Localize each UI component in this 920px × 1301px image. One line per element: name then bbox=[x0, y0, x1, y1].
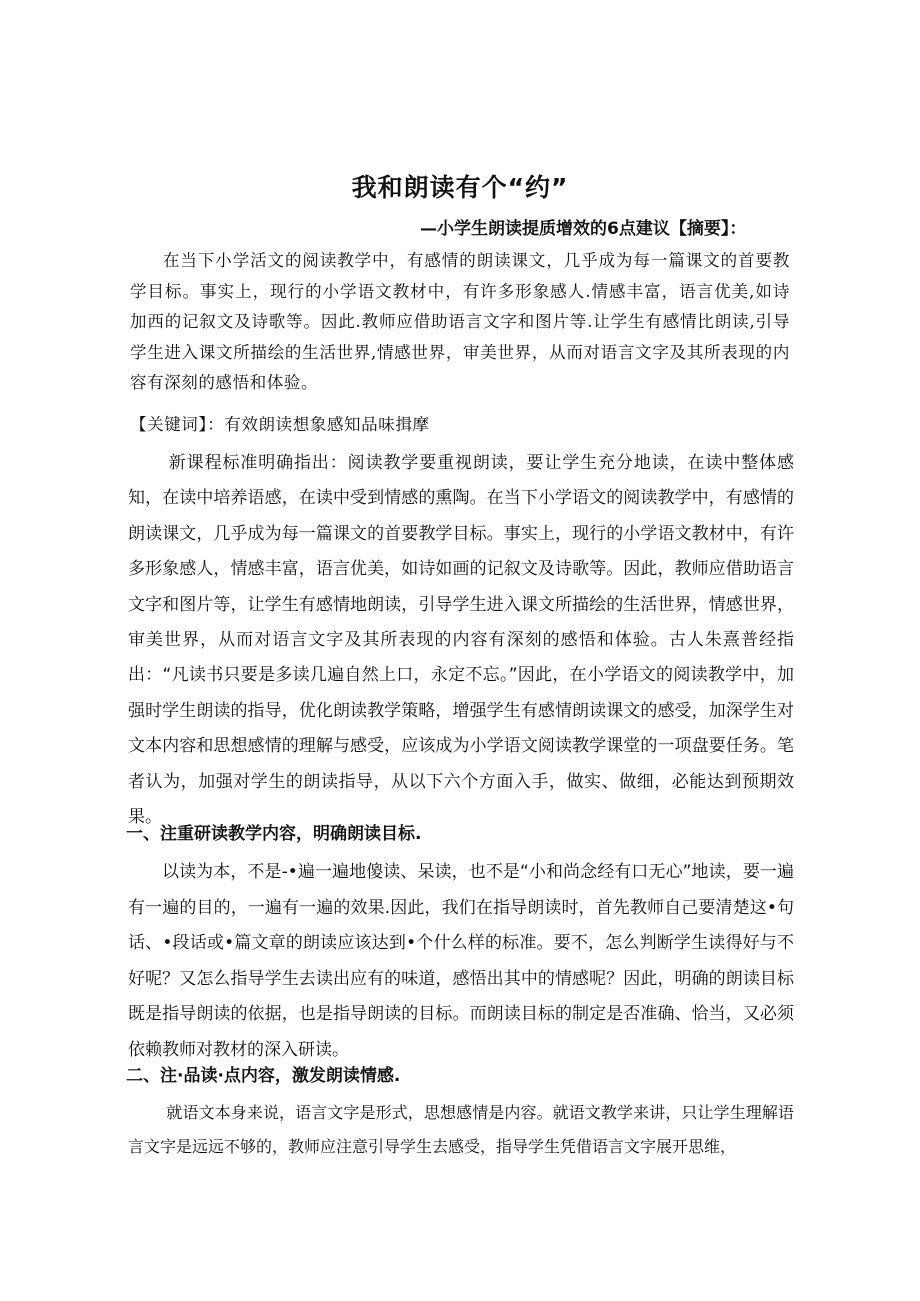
body-paragraph-section-1: 以读为本，不是-•遍一遍地傻读、呆读，也不是“小和尚念经有口无心”地读，要一遍有一遍的目的，一遍有一遍的效果.因此，我们在指导朗读时，首先教师自己要清楚这•句话、•段话或•篇文章的朗读应该达到•个什么样的标准。要不，怎么判断学生读得好与不好呢？又怎么指导学生去读出应有的味道，感悟出其中的情感呢？因此，明确的朗读目标既是指导朗读的依据，也是指导朗读的目标。而朗读目标的制定是否准确、恰当，又必须依赖教师对教材的深入研读。 bbox=[128, 862, 794, 1060]
body-paragraph-section-2: 就语文本身来说，语言文字是形式，思想感情是内容。就语文教学来讲，只让学生理解语言文字是远远不够的，教师应注意引导学生去感受，指导学生凭借语言文字展开思维， bbox=[128, 1103, 794, 1156]
keywords-line: 【关键词】：有效朗读想象感知品味揖摩 bbox=[130, 415, 430, 434]
section-heading-1: 一、注重研读教学内容，明确朗读目标. bbox=[126, 824, 422, 844]
document-subtitle: —小学生朗读提质增效的6点建议【摘要】： bbox=[420, 219, 747, 239]
abstract-paragraph: 在当下小学活文的阅读教学中，有感情的朗读课文，几乎成为每一篇课文的首要教学目标。事实上，现行的小学语文教材中，有许多形象感人.情感丰富，语言优美,如诗加西的记叙文及诗歌等。因此.教师应借助语言文字和图片等.让学生有感情比朗读,引导学生进入课文所描绘的生活世界,情感世界，审美世界，从而对语言文字及其所表现的内容有深刻的感悟和体验。 bbox=[130, 251, 790, 392]
document-title: 我和朗读有个“约” bbox=[351, 173, 569, 202]
body-paragraph-intro: 新课程标准明确指出：阅读教学要重视朗读，要让学生充分地读，在读中整体感知，在读中培养语感，在读中受到情感的熏陶。在当下小学语文的阅读教学中，有感情的朗读课文，几乎成为每一篇课文的首要教学目标。事实上，现行的小学语文教材中，有许多形象感人，情感丰富，语言优美，如诗如画的记叙文及诗歌等。因此，教师应借助语言文字和图片等，让学生有感情地朗读，引导学生进入课文所描绘的生活世界，情感世界，审美世界，从而对语言文字及其所表现的内容有深刻的感悟和体验。古人朱熹普经指出：“凡读书只要是多读几遍自然上口，永定不忘。”因此，在小学语文的阅读教学中，加强时学生朗读的指导，优化朗读教学策略，增强学生有感情朗读课文的感受，加深学生对文本内容和思想感情的理解与感受，应该成为小学语文阅读教学课堂的一项盘要任务。笔者认为，加强对学生的朗读指导，从以下六个方面入手，做实、做细，必能达到预期效果。 bbox=[128, 453, 794, 828]
section-heading-2: 二、注·品读·点内容，激发朗读情感. bbox=[126, 1066, 401, 1086]
